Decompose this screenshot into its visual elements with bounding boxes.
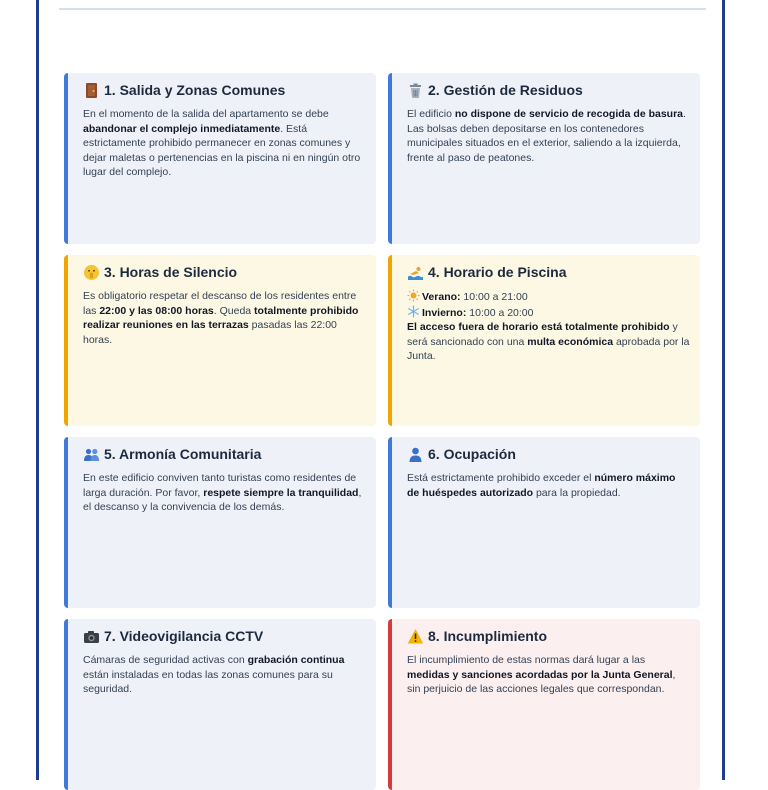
rule-card-harmony xyxy=(64,437,376,608)
emphasis-text: multa económica xyxy=(527,336,613,348)
shush-face-icon xyxy=(83,264,100,281)
rule-title-text: 8. Incumplimiento xyxy=(428,627,547,645)
sun-icon xyxy=(407,289,420,302)
rule-card-title xyxy=(83,445,366,463)
rule-card-occupancy xyxy=(388,437,700,608)
emphasis-text: medidas y sanciones acordadas por la Junta General xyxy=(407,669,673,681)
rules-grid xyxy=(64,73,700,790)
person-icon xyxy=(407,446,424,463)
rule-card-title xyxy=(83,263,366,281)
rule-card-body: El incumplimiento de estas normas dará lugar a las medidas y sanciones acordadas por la Junta General, sin perjuicio de las acciones legales que correspondan. xyxy=(407,653,690,697)
emphasis-text: número máximo de huéspedes autorizado xyxy=(407,472,675,499)
rule-card-body xyxy=(407,289,690,364)
rule-title-text: 3. Horas de Silencio xyxy=(104,263,237,281)
people-icon xyxy=(83,446,100,463)
rule-title-text: 6. Ocupación xyxy=(428,445,516,463)
rule-card-title xyxy=(407,81,690,99)
winter-hours-line xyxy=(407,305,690,321)
rule-card-body: Cámaras de seguridad activas con grabación continua están instaladas en todas las zonas comunes para su seguridad. xyxy=(83,653,366,697)
rule-card-pool xyxy=(388,255,700,426)
rule-title-text: 7. Videovigilancia CCTV xyxy=(104,627,263,645)
rule-card-noncompliance xyxy=(388,619,700,790)
header-divider xyxy=(59,8,706,10)
rule-card-body: En el momento de la salida del apartamento se debe abandonar el complejo inmediatamente. Está estrictamente prohibido permanecer en zonas comunes y dejar maletas o pertenencias en la piscina ni en ningún otro lugar del complejo. xyxy=(83,107,366,180)
swimmer-icon xyxy=(407,264,424,281)
warning-icon xyxy=(407,628,424,645)
rule-card-title xyxy=(407,627,690,645)
rule-card-body: Es obligatorio respetar el descanso de los residentes entre las 22:00 y las 08:00 horas. Queda totalmente prohibido realizar reuniones en las terrazas pasadas las 22:00 horas. xyxy=(83,289,366,347)
rule-title-text: 4. Horario de Piscina xyxy=(428,263,567,281)
camera-icon xyxy=(83,628,100,645)
trash-icon xyxy=(407,82,424,99)
pool-rule-text: El acceso fuera de horario está totalmente prohibido y será sancionado con una multa económica aprobada por la Junta. xyxy=(407,320,690,364)
emphasis-text: El acceso fuera de horario está totalmente prohibido xyxy=(407,321,670,333)
rule-card-title xyxy=(83,627,366,645)
rule-card-exit xyxy=(64,73,376,244)
rule-card-title xyxy=(407,263,690,281)
rule-card-waste xyxy=(388,73,700,244)
rule-card-cctv xyxy=(64,619,376,790)
rule-title-text: 1. Salida y Zonas Comunes xyxy=(104,81,285,99)
rule-title-text: 5. Armonía Comunitaria xyxy=(104,445,261,463)
emphasis-text: no dispone de servicio de recogida de basura xyxy=(455,108,683,120)
snowflake-icon xyxy=(407,305,420,318)
rule-card-silence xyxy=(64,255,376,426)
rule-card-body: Está estrictamente prohibido exceder el número máximo de huéspedes autorizado para la propiedad. xyxy=(407,471,690,500)
emphasis-text: abandonar el complejo inmediatamente xyxy=(83,123,280,135)
emphasis-text: totalmente prohibido realizar reuniones en las terrazas xyxy=(83,305,358,332)
rule-title-text: 2. Gestión de Residuos xyxy=(428,81,583,99)
winter-label: Invierno: xyxy=(422,307,466,319)
door-icon xyxy=(83,82,100,99)
winter-hours: 10:00 a 20:00 xyxy=(466,307,533,319)
summer-label: Verano: xyxy=(422,291,461,303)
rule-card-title xyxy=(407,445,690,463)
summer-hours: 10:00 a 21:00 xyxy=(461,291,528,303)
rule-card-body: El edificio no dispone de servicio de recogida de basura. Las bolsas deben depositarse en los contenedores municipales situados en el exterior, saliendo a la izquierda, frente al paso de peatones. xyxy=(407,107,690,165)
rule-card-title xyxy=(83,81,366,99)
emphasis-text: grabación continua xyxy=(248,654,345,666)
summer-hours-line xyxy=(407,289,690,305)
rule-card-body: En este edificio conviven tanto turistas como residentes de larga duración. Por favor, respete siempre la tranquilidad, el descanso y la convivencia de los demás. xyxy=(83,471,366,515)
emphasis-text: respete siempre la tranquilidad xyxy=(203,487,358,499)
emphasis-text: 22:00 y las 08:00 horas xyxy=(99,305,213,317)
